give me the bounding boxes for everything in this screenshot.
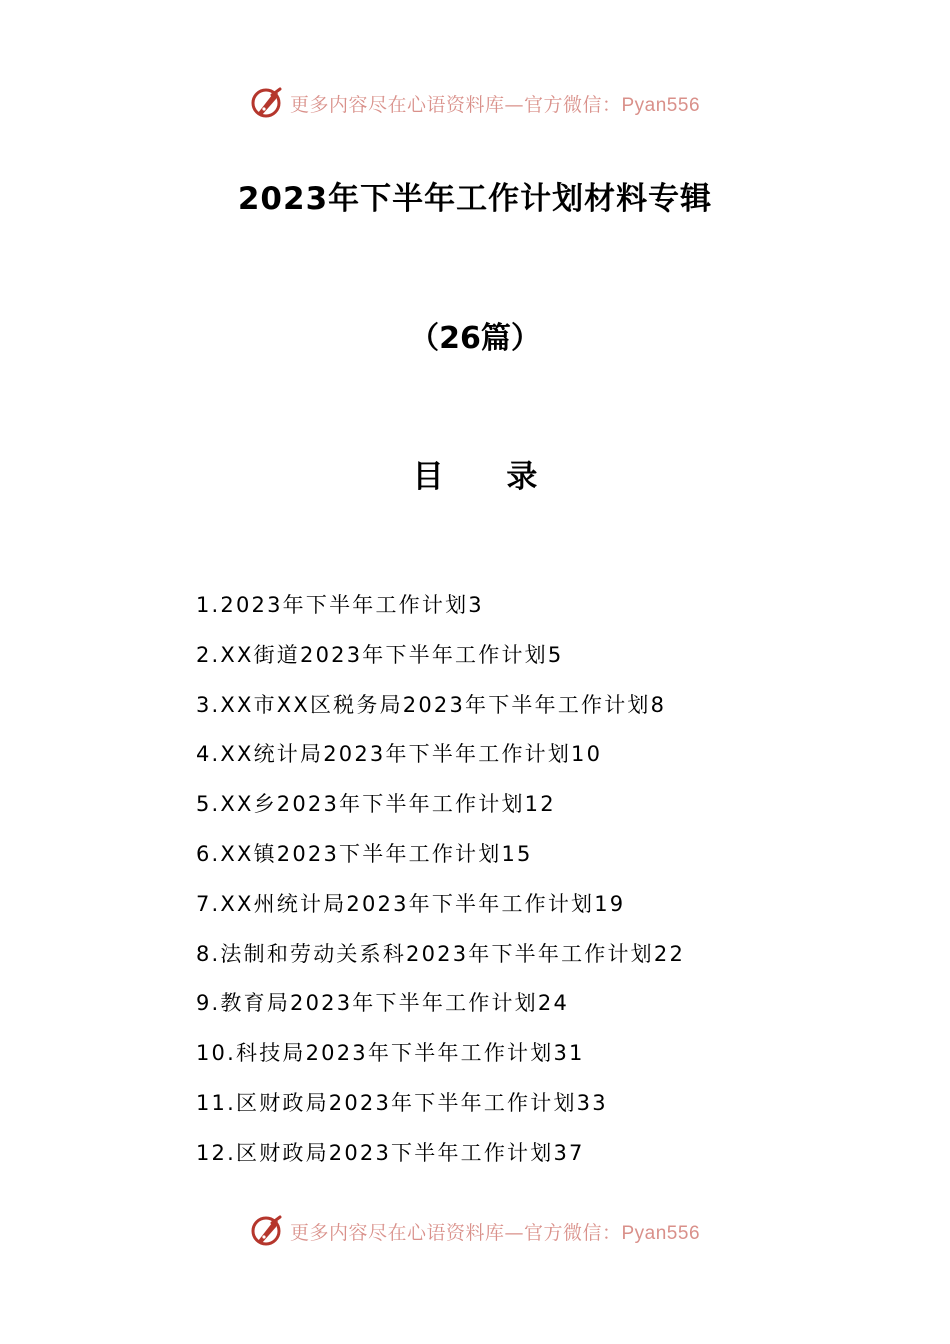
watermark-wechat-id: Pyan556 <box>621 94 701 116</box>
toc-entry[interactable]: 6.XX镇2023下半年工作计划15 <box>196 841 533 866</box>
toc-entry[interactable]: 10.科技局2023年下半年工作计划31 <box>196 1041 585 1066</box>
footer-watermark <box>0 1211 950 1251</box>
header-watermark <box>0 83 950 123</box>
document-subtitle: （26篇） <box>409 321 541 356</box>
toc-heading: 目 录 <box>412 459 564 495</box>
document-title: 2023年下半年工作计划材料专辑 <box>237 181 713 217</box>
toc-entry[interactable]: 11.区财政局2023年下半年工作计划33 <box>196 1090 608 1115</box>
toc-entry[interactable]: 8.法制和劳动关系科2023年下半年工作计划22 <box>196 941 685 966</box>
toc-entry[interactable]: 5.XX乡2023年下半年工作计划12 <box>196 792 556 817</box>
watermark-wechat-id: Pyan556 <box>621 1222 701 1244</box>
pen-nib-logo-icon <box>250 85 286 121</box>
toc-entry[interactable]: 2.XX街道2023年下半年工作计划5 <box>196 642 564 667</box>
watermark-text: 更多内容尽在心语资料库—官方微信： <box>289 93 622 116</box>
toc-entry[interactable]: 12.区财政局2023下半年工作计划37 <box>196 1140 585 1165</box>
toc-entry[interactable]: 9.教育局2023年下半年工作计划24 <box>196 991 570 1016</box>
table-of-contents <box>196 588 685 1186</box>
toc-entry[interactable]: 4.XX统计局2023年下半年工作计划10 <box>196 742 603 767</box>
toc-entry[interactable]: 7.XX州统计局2023年下半年工作计划19 <box>196 891 626 916</box>
pen-nib-logo-icon <box>250 1213 286 1249</box>
watermark-text: 更多内容尽在心语资料库—官方微信： <box>289 1221 622 1244</box>
toc-entry[interactable]: 1.2023年下半年工作计划3 <box>196 593 484 617</box>
toc-entry[interactable]: 3.XX市XX区税务局2023年下半年工作计划8 <box>196 692 667 717</box>
